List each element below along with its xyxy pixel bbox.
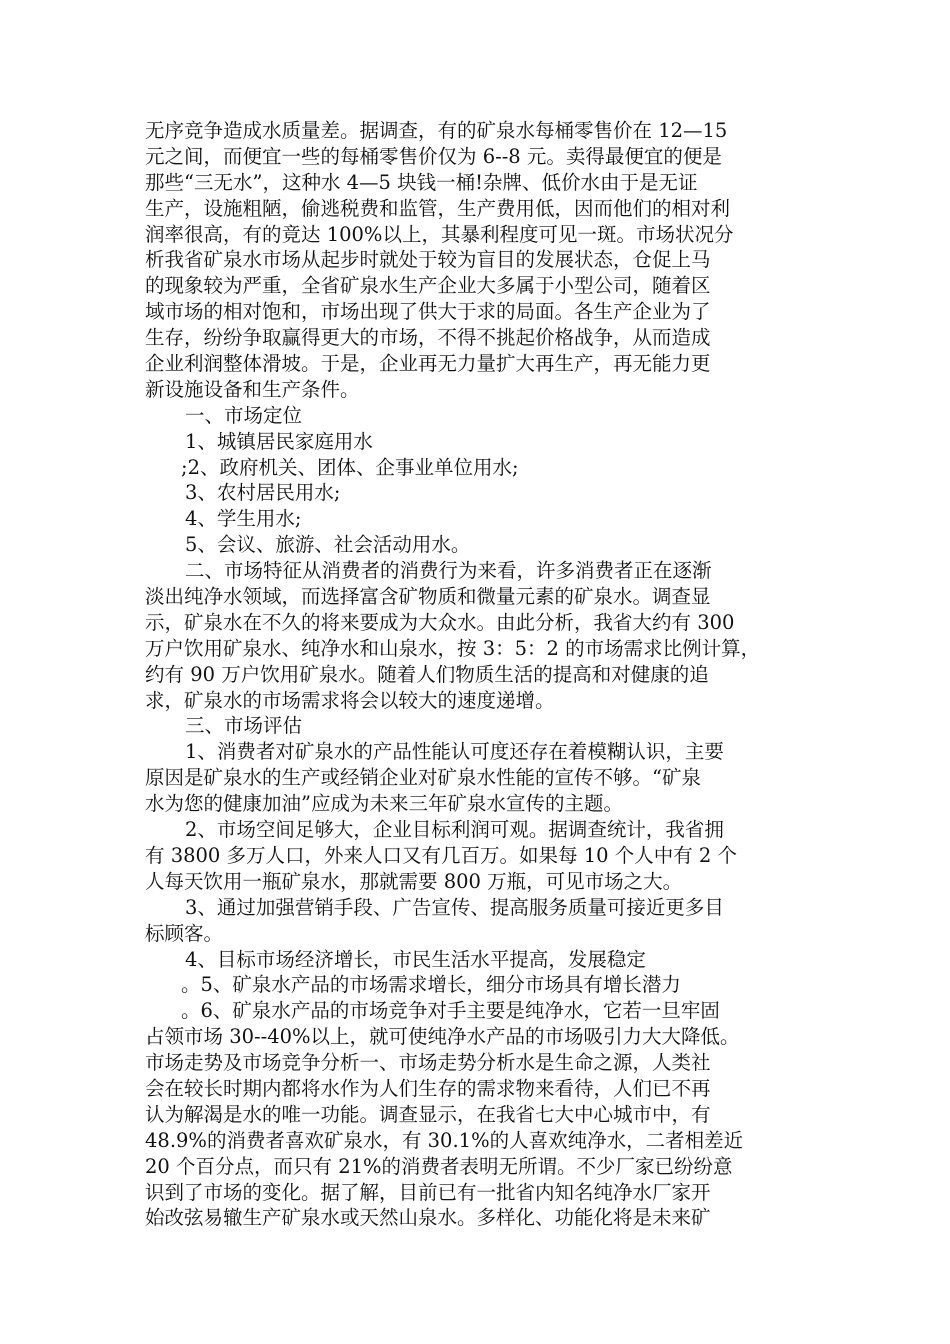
- text-line: 元之间，而便宜一些的每桶零售价仅为 6--8 元。卖得最便宜的便是: [145, 144, 722, 168]
- text-line: 有 3800 多万人口，外来人口又有几百万。如果每 10 个人中有 2 个: [145, 843, 738, 867]
- text-line: 20 个百分点，而只有 21%的消费者表明无所谓。不少厂家已纷纷意: [145, 1154, 733, 1178]
- text-line: 约有 90 万户饮用矿泉水。随着人们物质生活的提高和对健康的追: [145, 662, 709, 686]
- text-line: 识到了市场的变化。据了解，目前已有一批省内知名纯净水厂家开: [145, 1180, 711, 1204]
- text-line: 认为解渴是水的唯一功能。调查显示，在我省七大中心城市中，有: [145, 1102, 711, 1126]
- text-line: 标顾客。: [145, 921, 224, 945]
- list-item: 3、农村居民用水;: [185, 481, 341, 505]
- text-line: 无序竞争造成水质量差。据调查，有的矿泉水每桶零售价在 12—15: [145, 119, 728, 142]
- text-line: 企业利润整体滑坡。于是，企业再无力量扩大再生产，再无能力更: [145, 352, 711, 376]
- document-body: [145, 118, 805, 1231]
- text-line: 万户饮用矿泉水、纯净水和山泉水，按 3：5：2 的市场需求比例计算，: [145, 636, 761, 660]
- text-line: 的现象较为严重，全省矿泉水生产企业大多属于小型公司，随着区: [145, 274, 711, 298]
- text-line: 求，矿泉水的市场需求将会以较大的速度递增。: [145, 688, 555, 712]
- section-heading-market-assessment: 三、市场评估: [185, 714, 303, 738]
- list-item: 1、消费者对矿泉水的产品性能认可度还存在着模糊认识，主要: [185, 740, 724, 764]
- list-item: 3、通过加强营销手段、广告宣传、提高服务质量可接近更多目: [185, 895, 724, 919]
- list-item: ;2、政府机关、团体、企事业单位用水;: [181, 455, 519, 479]
- list-item: 4、目标市场经济增长，市民生活水平提高，发展稳定: [185, 947, 646, 971]
- list-item: 。5、矿泉水产品的市场需求增长，细分市场具有增长潜力: [181, 973, 681, 997]
- text-line: 始改弦易辙生产矿泉水或天然山泉水。多样化、功能化将是未来矿: [145, 1206, 711, 1230]
- text-line: 淡出纯净水领域，而选择富含矿物质和微量元素的矿泉水。调查显: [145, 585, 711, 609]
- text-line: 那些“三无水”，这种水 4—5 块钱一桶!杂牌、低价水由于是无证: [145, 170, 698, 194]
- list-item: 。6、矿泉水产品的市场竞争对手主要是纯净水，它若一旦牢固: [181, 999, 720, 1023]
- text-line: 域市场的相对饱和，市场出现了供大于求的局面。各生产企业为了: [145, 300, 711, 324]
- text-line: 示，矿泉水在不久的将来要成为大众水。由此分析，我省大约有 300: [145, 610, 735, 634]
- text-line: 新设施设备和生产条件。: [145, 377, 360, 401]
- text-line: 生产，设施粗陋，偷逃税费和监管，生产费用低，因而他们的相对利: [145, 196, 731, 220]
- text-line: 生存，纷纷争取赢得更大的市场，不得不挑起价格战争，从而造成: [145, 326, 711, 350]
- list-item: 4、学生用水;: [185, 507, 302, 531]
- text-line: 人每天饮用一瓶矿泉水，那就需要 800 万瓶，可见市场之大。: [145, 869, 683, 893]
- text-line: 会在较长时期内都将水作为人们生存的需求物来看待，人们已不再: [145, 1076, 711, 1100]
- text-line: 原因是矿泉水的生产或经销企业对矿泉水性能的宣传不够。“矿泉: [145, 766, 701, 790]
- list-item: 5、会议、旅游、社会活动用水。: [185, 533, 471, 557]
- list-item: 1、城镇居民家庭用水: [185, 429, 373, 453]
- text-line: 析我省矿泉水市场从起步时就处于较为盲目的发展状态，仓促上马: [145, 248, 711, 272]
- text-line: 占领市场 30--40%以上，就可使纯净水产品的市场吸引力大大降低。: [145, 1025, 740, 1049]
- text-line: 水为您的健康加油”应成为未来三年矿泉水宣传的主题。: [145, 792, 623, 816]
- text-line: 48.9%的消费者喜欢矿泉水，有 30.1%的人喜欢纯净水，二者相差近: [145, 1128, 744, 1152]
- text-line: 市场走势及市场竞争分析一、市场走势分析水是生命之源，人类社: [145, 1051, 711, 1075]
- section-heading-market-positioning: 一、市场定位: [185, 403, 303, 427]
- list-item: 2、市场空间足够大，企业目标利润可观。据调查统计，我省拥: [185, 818, 724, 842]
- section-heading-market-features: 二、市场特征从消费者的消费行为来看，许多消费者正在逐渐: [185, 559, 712, 583]
- text-line: 润率很高，有的竟达 100%以上，其暴利程度可见一斑。市场状况分: [145, 222, 734, 246]
